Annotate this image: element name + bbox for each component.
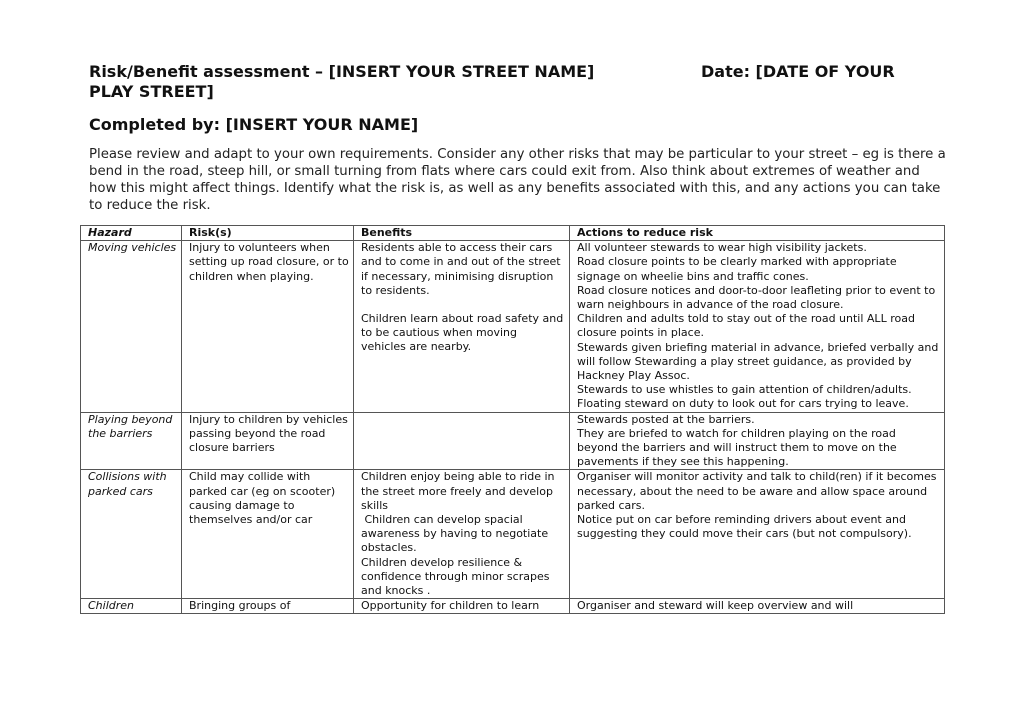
hazard-cell: Children — [81, 599, 182, 614]
column-header-hazard: Hazard — [81, 226, 182, 241]
column-header-benefits: Benefits — [354, 226, 570, 241]
benefit-text: Children learn about road safety and to be cautious when moving vehicles are nearby. — [361, 312, 564, 354]
actions-cell: Organiser and steward will keep overview and will — [570, 599, 945, 614]
title-line-1: Risk/Benefit assessment – [INSERT YOUR STREET NAME] — [89, 62, 595, 81]
action-text: Stewards posted at the barriers. — [577, 412, 755, 426]
benefits-cell — [354, 412, 570, 470]
benefits-cell — [354, 241, 570, 412]
actions-cell — [570, 241, 945, 412]
action-text: They are briefed to watch for children playing on the road beyond the barriers and will instruct them to move on the pavements if they see this happening. — [577, 426, 897, 469]
benefit-text: Children enjoy being able to ride in the street more freely and develop skills — [361, 470, 555, 512]
benefits-cell — [354, 470, 570, 599]
benefit-text: Residents able to access their cars and to come in and out of the street if necessary, minimising disruption to residents. — [361, 241, 561, 297]
table-row — [81, 241, 945, 412]
action-text: All volunteer stewards to wear high visibility jackets. — [577, 241, 867, 255]
action-text: Organiser will monitor activity and talk to child(ren) if it becomes necessary, about the need to be aware and allow space around parked cars. — [577, 470, 937, 512]
completed-by: Completed by: [INSERT YOUR NAME] — [89, 115, 419, 134]
table-row — [81, 470, 945, 599]
action-text: Stewards given briefing material in advance, briefed verbally and will follow Stewarding a play street guidance, as provided by Hackney Play Assoc. — [577, 340, 939, 383]
table-row — [81, 599, 945, 614]
title-date: Date: [DATE OF YOUR — [701, 62, 895, 81]
column-header-actions: Actions to reduce risk — [570, 226, 945, 241]
table-header-row — [81, 226, 945, 241]
hazard-cell: Playing beyond the barriers — [81, 412, 182, 470]
benefit-text: Children develop resilience & confidence through minor scrapes and knocks . — [361, 555, 550, 598]
action-text: Road closure notices and door-to-door leafleting prior to event to warn neighbours in advance of the road closure. — [577, 283, 936, 312]
actions-cell — [570, 412, 945, 470]
title-line-2: PLAY STREET] — [89, 82, 214, 101]
action-text: Road closure points to be clearly marked with appropriate signage on wheelie bins and traffic cones. — [577, 255, 897, 283]
paragraph-gap — [361, 298, 565, 312]
intro-paragraph: Please review and adapt to your own requirements. Consider any other risks that may be particular to your street – eg is there a bend in the road, steep hill, or small turning from flats where cars could exit from. Also think about extremes of weather and how this might affect things. Identify what the risk is, as well as any benefits associated with this, and any actions you can take to reduce the risk. — [89, 147, 946, 213]
risk-benefit-table — [80, 225, 945, 614]
document-title — [89, 62, 929, 102]
table-row — [81, 412, 945, 470]
action-text: Notice put on car before reminding drivers about event and suggesting they could move their cars (but not compulsory). — [577, 513, 912, 541]
risks-cell: Injury to volunteers when setting up road closure, or to children when playing. — [182, 241, 354, 412]
action-text: Children and adults told to stay out of the road until ALL road closure points in place. — [577, 312, 915, 340]
benefits-cell: Opportunity for children to learn — [354, 599, 570, 614]
column-header-risks: Risk(s) — [182, 226, 354, 241]
hazard-cell: Moving vehicles — [81, 241, 182, 412]
risks-cell: Injury to children by vehicles passing beyond the road closure barriers — [182, 412, 354, 470]
risks-cell: Child may collide with parked car (eg on scooter) causing damage to themselves and/or car — [182, 470, 354, 599]
action-text: Stewards to use whistles to gain attention of children/adults. — [577, 383, 912, 397]
risks-cell: Bringing groups of — [182, 599, 354, 614]
actions-cell — [570, 470, 945, 599]
action-text: Floating steward on duty to look out for cars trying to leave. — [577, 397, 909, 411]
benefit-text: Children can develop spacial awareness by having to negotiate obstacles. — [361, 513, 552, 555]
hazard-cell: Collisions with parked cars — [81, 470, 182, 599]
